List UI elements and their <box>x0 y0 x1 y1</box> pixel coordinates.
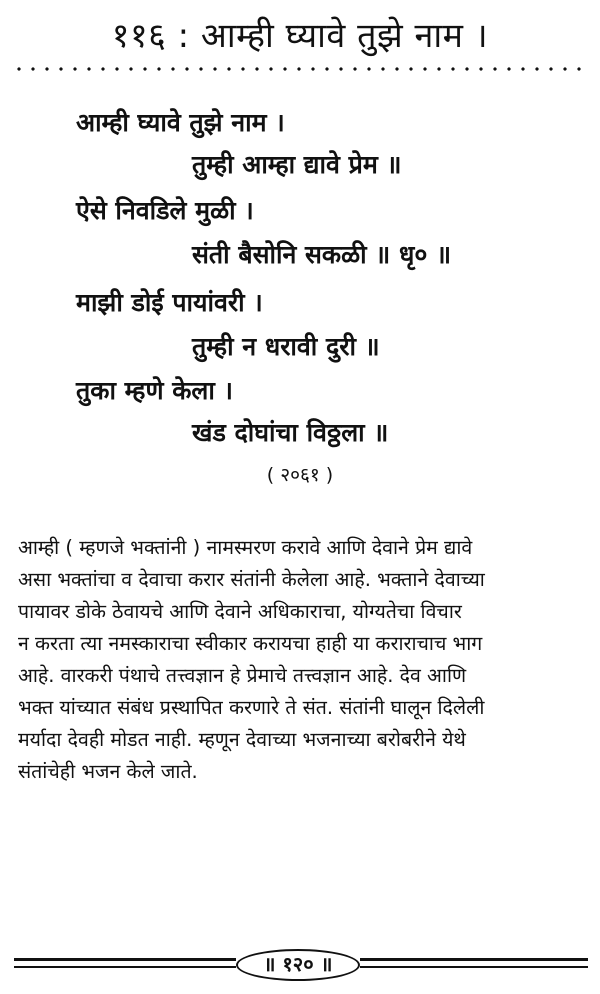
verse-line: तुम्ही न धरावी दुरी ॥ <box>192 332 380 361</box>
page-footer <box>0 946 600 986</box>
abhang-title: ११६ : आम्ही घ्यावे तुझे नाम । <box>111 16 489 56</box>
footer-rule-left-thin <box>14 966 236 968</box>
page-number: ॥ १२० ॥ <box>236 949 360 981</box>
commentary-line: आम्ही ( म्हणजे भक्तांनी ) नामस्मरण करावे आणि देवाने प्रेम द्यावे <box>18 536 473 559</box>
commentary-line: संतांचेही भजन केले जाते. <box>18 760 198 783</box>
commentary-line: न करता त्या नमस्काराचा स्वीकार करायचा हाही या कराराचाच भाग <box>18 632 483 655</box>
verse-line: माझी डोई पायांवरी । <box>76 288 263 317</box>
verse-line: खंड दोघांचा विठ्ठला ॥ <box>192 418 389 447</box>
verse-line: आम्ही घ्यावे तुझे नाम । <box>76 108 285 137</box>
footer-rule-right <box>360 958 588 961</box>
commentary-line: असा भक्तांचा व देवाचा करार संतांनी केलेला आहे. भक्ताने देवाच्या <box>18 568 485 591</box>
commentary-line: पायावर डोके ठेवायचे आणि देवाने अधिकाराचा, योग्यतेचा विचार <box>18 600 462 623</box>
commentary-paragraph <box>18 532 586 788</box>
verse-line: ऐसे निवडिले मुळी । <box>76 196 254 225</box>
verse-line: संती बैसोनि सकळी ॥ धृ० ॥ <box>192 240 452 269</box>
verse-line: तुका म्हणे केला । <box>76 376 234 405</box>
commentary-line: भक्त यांच्यात संबंध प्रस्थापित करणारे ते संत. संतांनी घालून दिलेली <box>18 696 485 719</box>
commentary-line: मर्यादा देवही मोडत नाही. म्हणून देवाच्या भजनाच्या बरोबरीने येथे <box>18 728 466 751</box>
verse-line: तुम्ही आम्हा द्यावे प्रेम ॥ <box>192 150 402 179</box>
dotted-divider <box>12 66 588 72</box>
commentary-line: आहे. वारकरी पंथाचे तत्त्वज्ञान हे प्रेमाचे तत्त्वज्ञान आहे. देव आणि <box>18 664 467 687</box>
footer-rule-left <box>14 958 236 961</box>
footer-rule-right-thin <box>360 966 588 968</box>
verse-reference: ( २०६१ ) <box>266 464 334 486</box>
